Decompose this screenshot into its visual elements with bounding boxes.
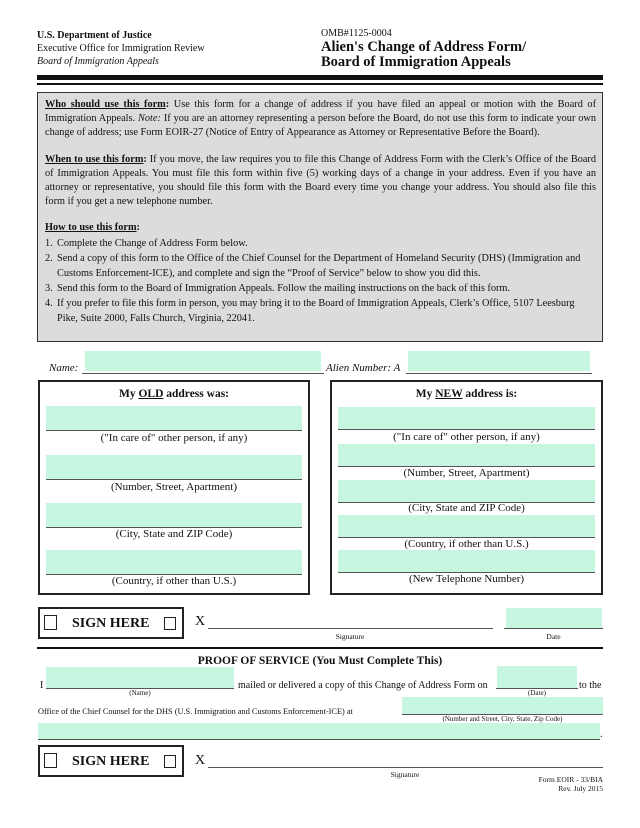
old-street-input[interactable] (46, 455, 302, 479)
how-heading-line: How to use this form: (45, 222, 140, 234)
proof-office-text: Office of the Chief Counsel for the DHS (U.S. Immigration and Customs Enforcement-ICE) at (38, 707, 353, 716)
agency-header (37, 29, 205, 68)
signature-caption: Signature (335, 632, 365, 641)
step-text: Send this form to the Board of Immigration Appeals. Follow the mailing instructions on the back of this form. (57, 282, 511, 294)
step-item (45, 236, 596, 251)
proof-address-line2-input[interactable] (38, 723, 600, 739)
who-text: Use this form for a change of address if you have filed an appeal or motion with the Board of Immigration Appeals. (45, 99, 597, 125)
new-title-key: NEW (435, 388, 463, 400)
sign-here-box-2[interactable] (38, 745, 184, 777)
omb-number: OMB#1125-0004 (321, 28, 392, 39)
proof-period: . (600, 729, 603, 740)
when-paragraph: When to use this form: If you move, the law requires you to file this Change of Address Form with the Clerk’s Office of the Board of Immigration Appeals. You must file this form within five (5) working days of a change in your address. Even if you have an attorney or representative, you should file this form with the Board every time you change your address. You should also file this form if you get a new telephone number. (45, 153, 597, 208)
signature-x-mark: X (195, 614, 206, 629)
alien-number-input[interactable] (408, 351, 590, 371)
step-item (45, 281, 596, 296)
new-title-pre: My (415, 388, 436, 400)
step-text: Complete the Change of Address Form below. (57, 237, 248, 249)
who-note-label: Note: (138, 113, 161, 125)
step-item (45, 251, 596, 281)
proof-date-caption: (Date) (528, 689, 546, 697)
alien-number-underline (406, 373, 592, 374)
step-number: 3. (45, 282, 53, 294)
how-steps (45, 236, 596, 326)
new-address-title (330, 388, 603, 400)
old-care-of-input[interactable] (46, 406, 302, 430)
new-care-of-caption: ("In care of" other person, if any) (393, 431, 540, 443)
new-city-caption: (City, State and ZIP Code) (408, 502, 525, 514)
who-text-note: If you are an attorney representing a person before the Board, do not use this form to indicate your own change of address; use Form EOIR-27 (Notice of Entry of Appearance as Attorney or Representative Before the Board). (45, 113, 597, 139)
proof-heading: PROOF OF SERVICE (You Must Complete This) (197, 655, 443, 667)
step-item (45, 296, 596, 326)
dept-name: U.S. Department of Justice (37, 30, 152, 41)
how-heading: How to use this form (45, 222, 137, 234)
proof-name-caption: (Name) (129, 689, 151, 697)
date-caption: Date (546, 632, 561, 641)
new-city-input[interactable] (338, 480, 595, 502)
step-text: Send a copy of this form to the Office of the Chief Counsel for the Department of Homeland Security (DHS) (Immigration and Customs Enforcement-ICE), and complete and sign the “Proof of Service” below to show you did this. (57, 252, 581, 279)
form-footer (539, 775, 603, 793)
form-title (321, 40, 526, 70)
sign-corner-mark (44, 615, 57, 630)
new-country-input[interactable] (338, 515, 595, 537)
old-city-input[interactable] (46, 503, 302, 527)
old-street-caption: (Number, Street, Apartment) (110, 481, 238, 493)
new-phone-input[interactable] (338, 550, 595, 572)
new-street-input[interactable] (338, 444, 595, 466)
old-country-caption: (Country, if other than U.S.) (111, 575, 237, 587)
proof-address-line2-underline (38, 739, 600, 740)
header-rule (37, 75, 603, 80)
step-text: If you prefer to file this form in person, you may bring it to the Board of Immigration Appeals, Clerk’s Office, 5107 Leesburg Pike, Suite 2000, Falls Church, Virginia, 22041. (57, 297, 575, 324)
board-name: Board of Immigration Appeals (37, 56, 159, 67)
sign-here-label-2: SIGN HERE (72, 754, 150, 769)
sign-checkbox-2[interactable] (164, 755, 176, 768)
old-city-caption: (City, State and ZIP Code) (115, 528, 233, 540)
who-paragraph: Who should use this form: Use this form for a change of address if you have filed an appeal or motion with the Board of Immigration Appeals. Note: If you are an attorney representing a person before the Board, do not use this form to indicate your own change of address; use Form EOIR-27 (Notice of Entry of Appearance as Attorney or Representative Before the Board). (45, 99, 597, 139)
form-title-line1: Alien's Change of Address Form/ (321, 39, 527, 55)
office-name: Executive Office for Immigration Review (37, 43, 205, 54)
signature-line[interactable] (208, 628, 493, 629)
step-number: 2. (45, 252, 53, 264)
old-country-input[interactable] (46, 550, 302, 574)
signature-caption-2: Signature (390, 770, 420, 779)
proof-address-input[interactable] (402, 697, 603, 714)
name-underline (82, 373, 324, 374)
new-country-caption: (Country, if other than U.S.) (404, 538, 529, 550)
new-street-caption: (Number, Street, Apartment) (403, 467, 530, 479)
sign-here-box[interactable] (38, 607, 184, 639)
date-input[interactable] (506, 608, 602, 628)
new-title-post: address is: (462, 388, 518, 400)
old-title-key: OLD (138, 388, 164, 400)
new-care-of-input[interactable] (338, 407, 595, 429)
header-rule-thin (37, 83, 603, 85)
old-address-title (38, 388, 310, 400)
sign-checkbox[interactable] (164, 617, 176, 630)
proof-i-label: I (40, 680, 44, 691)
alien-number-label: Alien Number: A (326, 362, 401, 374)
date-underline (504, 628, 603, 629)
proof-mid-text: mailed or delivered a copy of this Change of Address Form on (238, 680, 488, 691)
proof-to-the-text: to the (579, 680, 602, 691)
new-phone-caption: (New Telephone Number) (408, 573, 525, 585)
old-title-pre: My (118, 388, 139, 400)
sign-here-label: SIGN HERE (72, 616, 150, 631)
old-title-post: address was: (163, 388, 229, 400)
signature-x-mark-2: X (195, 753, 206, 768)
form-number: Form EOIR - 33/BIA (538, 775, 603, 784)
proof-rule-top (37, 647, 603, 649)
who-heading: Who should use this form (45, 99, 166, 110)
proof-address-caption: (Number and Street, City, State, Zip Code) (442, 715, 563, 723)
old-care-of-caption: ("In care of" other person, if any) (100, 432, 248, 444)
sign-corner-mark (44, 753, 57, 768)
old-street-underline (46, 479, 302, 480)
name-input[interactable] (85, 351, 321, 371)
step-number: 1. (45, 237, 53, 249)
when-heading: When to use this form (45, 153, 144, 165)
instructions-box (37, 92, 603, 342)
proof-date-input[interactable] (497, 666, 577, 688)
form-title-line2: Board of Immigration Appeals (321, 54, 511, 70)
new-care-of-underline (338, 429, 595, 430)
when-text: If you move, the law requires you to file this Change of Address Form with the Clerk’s Office of the Board of Immigration Appeals. You must file this form within five (5) working days of a change in your address. Even if you have an attorney or representative, you should file this form with the Board every time you change your address. You should also file this form if you get a new telephone number. (45, 153, 597, 208)
name-label: Name: (49, 362, 79, 374)
proof-name-input[interactable] (46, 667, 234, 688)
step-number: 4. (45, 297, 53, 309)
signature-line-2[interactable] (208, 767, 603, 768)
revision-date: Rev. July 2015 (558, 784, 603, 793)
old-care-of-underline (46, 430, 302, 431)
